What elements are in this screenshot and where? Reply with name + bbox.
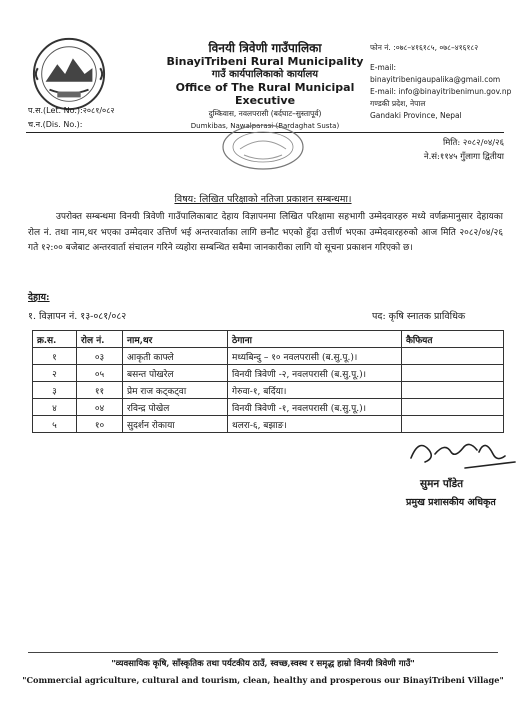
cell-sn: ५ bbox=[33, 416, 77, 433]
table-row bbox=[33, 348, 504, 365]
municipality-name-np: विनयी त्रिवेणी गाउँपालिका bbox=[208, 41, 322, 55]
cell-address: थलरा-६, बझाङ। bbox=[228, 416, 402, 433]
table-row bbox=[33, 399, 504, 416]
footer-divider bbox=[28, 652, 498, 653]
office-seal bbox=[220, 125, 306, 173]
cell-remarks bbox=[402, 348, 504, 365]
address-en: Dumkibas, Nawalparasi (Bardaghat Susta) bbox=[190, 122, 340, 130]
footer-slogan-en: "Commercial agriculture, cultural and tourism, clean, healthy and prosperous our BinayiTribeni Village" bbox=[22, 675, 504, 685]
cell-roll: ०४ bbox=[77, 399, 123, 416]
contact-block bbox=[370, 42, 520, 122]
cell-remarks bbox=[402, 365, 504, 382]
cell-address: मध्यबिन्दु – १० नवलपरासी (ब.सु.पू.)। bbox=[228, 348, 402, 365]
cell-remarks bbox=[402, 399, 504, 416]
header-name: नाम,थर bbox=[123, 331, 228, 348]
signatory-name: सुमन पाँडेत bbox=[420, 478, 464, 490]
header-remarks: कैफियत bbox=[402, 331, 504, 348]
advertisement-number: १. विज्ञापन नं. १३-०८१/०८२ bbox=[28, 311, 127, 322]
address-np: दुम्किवास, नवलपरासी (बर्दघाट–सुस्तापूर्व) bbox=[208, 109, 322, 118]
cell-sn: ३ bbox=[33, 382, 77, 399]
cell-roll: ११ bbox=[77, 382, 123, 399]
cell-sn: १ bbox=[33, 348, 77, 365]
signatory-title: प्रमुख प्रशासकीय अधिकृत bbox=[406, 497, 496, 508]
letter-numbers bbox=[28, 104, 115, 132]
subject-text: विषय: लिखित परिक्षाको नतिजा प्रकाशन सम्बन्धमा। bbox=[174, 194, 352, 205]
results-table bbox=[32, 330, 504, 433]
letter-number: प.स.(Let. No.):२०८१/०८२ bbox=[28, 106, 115, 115]
nepal-sambat-date: ने.सं:११४५ गुँलागा द्वितीया bbox=[423, 152, 504, 162]
cell-name: रविन्द्र पोखेल bbox=[123, 399, 228, 416]
cell-name: आकृती काफ्ले bbox=[123, 348, 228, 365]
subject-line bbox=[0, 192, 526, 205]
email-label: E-mail: bbox=[370, 63, 397, 72]
cell-name: बसन्त पोखरेल bbox=[123, 365, 228, 382]
cell-roll: ०५ bbox=[77, 365, 123, 382]
handwritten-signature bbox=[400, 428, 526, 483]
table-header-row bbox=[33, 331, 504, 348]
province-np: गण्डकी प्रदेश, नेपाल bbox=[370, 99, 426, 108]
cell-name: प्रेम राज कट्कट्वा bbox=[123, 382, 228, 399]
dispatch-number: च.न.(Dis. No.): bbox=[28, 120, 83, 129]
cell-sn: २ bbox=[33, 365, 77, 382]
header-roll: रोल नं. bbox=[77, 331, 123, 348]
cell-sn: ४ bbox=[33, 399, 77, 416]
cell-roll: ०३ bbox=[77, 348, 123, 365]
post-name: पद: कृषि स्नातक प्राविधिक bbox=[372, 311, 466, 322]
municipality-name-en: BinayiTribeni Rural Municipality bbox=[166, 55, 364, 68]
date-block bbox=[404, 136, 504, 164]
table-row bbox=[33, 365, 504, 382]
province-en: Gandaki Province, Nepal bbox=[370, 111, 462, 120]
office-name-np: गाउँ कार्यपालिकाको कार्यालय bbox=[211, 69, 319, 80]
table-row bbox=[33, 382, 504, 399]
municipality-emblem bbox=[30, 35, 108, 113]
letterhead bbox=[150, 42, 380, 133]
office-name-en: Office of The Rural Municipal Executive bbox=[175, 81, 355, 107]
footer-slogan-np: "व्यवसायिक कृषि, साँस्कृतिक तथा पर्यटकीय ठाउँ, स्वच्छ,स्वस्थ र समृद्ध हाम्रो विनयी त्रिवेणी गाउँ" bbox=[111, 659, 415, 669]
body-paragraph: उपरोक्त सम्बन्धमा विनयी त्रिवेणी गाउँपालिकाबाट देहाय विज्ञापनमा लिखित परिक्षामा सहभागी उम्मेदवारहरु मध्ये वर्णक्रमानुसार देहायका रोल नं. तथा नाम,थर भएका उम्मेदवार उत्तिर्ण भई अन्तरवार्ताका लागि छनौट भएको हुँदा उत्तीर्ण भएका उम्मेदवारहरुको आज मिति २०८२/०४/२६ गते १२:०० बजेबाट अन्तरवार्ता संचालन गरिने व्यहोरा सम्बन्धित सबैमा जानकारीका लागि यो सूचना प्रकाशन गरिएको छ। bbox=[28, 212, 503, 253]
dehay-label: देहाय: bbox=[28, 292, 50, 303]
email-secondary: E-mail: info@binayitribenimun.gov.np bbox=[370, 87, 512, 96]
cell-address: विनयी त्रिवेणी -२, नवलपरासी (ब.सु.पू.)। bbox=[228, 365, 402, 382]
notice-body bbox=[28, 210, 503, 257]
email-primary: binayitribenigaupalika@gmail.com bbox=[370, 75, 501, 84]
cell-name: सुदर्शन रोकाया bbox=[123, 416, 228, 433]
header-address: ठेगाना bbox=[228, 331, 402, 348]
cell-roll: १० bbox=[77, 416, 123, 433]
phone-number: फोन नं. :०७८–४१६१८५, ०७८–४१६१८२ bbox=[370, 43, 479, 52]
cell-address: गेरुवा-१, बर्दिया। bbox=[228, 382, 402, 399]
letter-date: मिति: २०८२/०४/२६ bbox=[443, 138, 504, 148]
cell-address: विनयी त्रिवेणी -१, नवलपरासी (ब.सु.पू.)। bbox=[228, 399, 402, 416]
cell-remarks bbox=[402, 382, 504, 399]
header-sn: क्र.स. bbox=[33, 331, 77, 348]
